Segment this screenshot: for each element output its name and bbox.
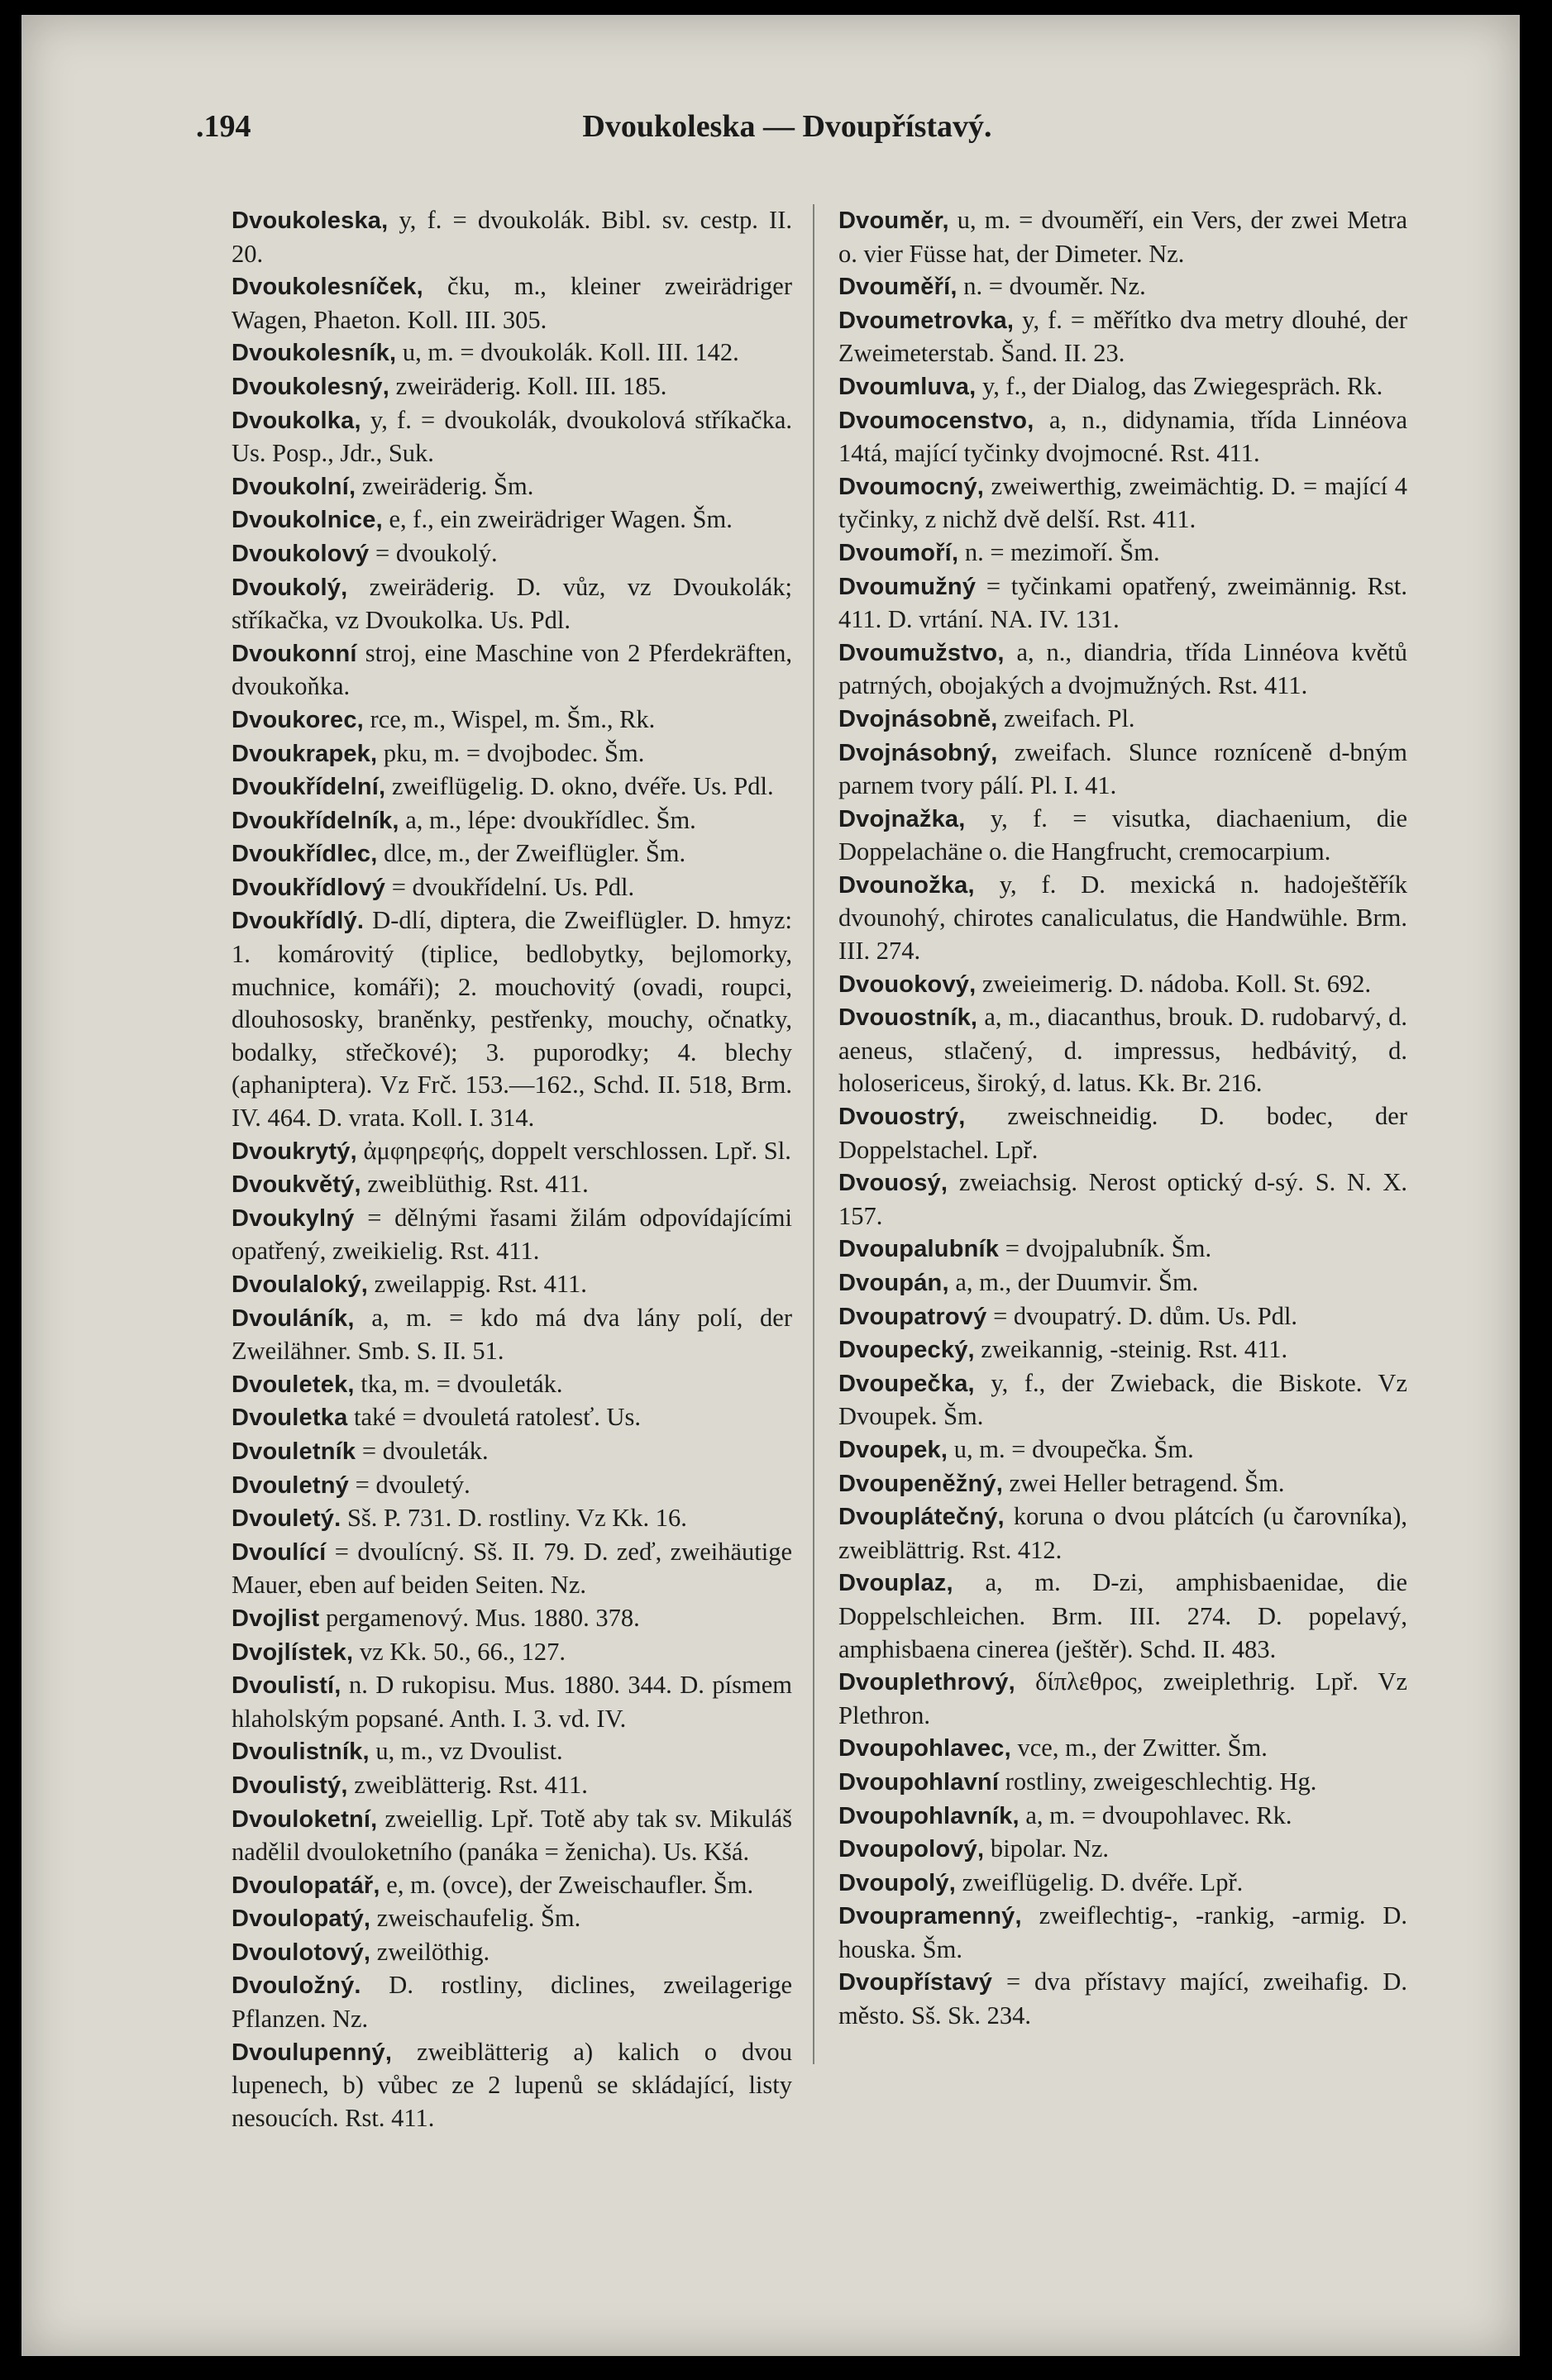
entry-definition: zweiblätterig a) kalich o dvou lupenech, b) vůbec ze 2 lupenů se skládající, listy nesoucích. Rst. 411. [232, 2037, 792, 2132]
entry-definition: = tyčinkami opatřený, zweimännig. Rst. 411. D. vrtání. NA. IV. 131. [838, 571, 1407, 634]
entry-headword: Dvoukolesníček, [232, 274, 423, 301]
entry-definition: zweiwerthig, zweimächtig. D. = mající 4 tyčinky, z nichž dvě delší. Rst. 411. [838, 471, 1407, 534]
entry-headword: Dvojlist [232, 1605, 320, 1632]
entry-headword: Dvoupečka, [838, 1370, 975, 1397]
entry-headword: Dvoumužný [838, 573, 977, 600]
entry-definition: n. D rukopisu. Mus. 1880. 344. D. písmem hlaholským popsané. Anth. I. 3. vd. IV. [232, 1671, 792, 1733]
entry-definition: u, m., vz Dvoulist. [369, 1737, 563, 1766]
entry-definition: čku, m., kleiner zweirädriger Wagen, Phaeton. Koll. III. 305. [232, 272, 792, 334]
running-title: Dvoukoleska — Dvoupřístavý. [582, 109, 992, 144]
dictionary-entry [838, 1266, 1407, 1300]
entry-definition: a, n., didynamia, třída Linnéova 14tá, mající tyčinky dvojmocné. Rst. 411. [838, 405, 1407, 468]
dictionary-entry [838, 1500, 1407, 1567]
entry-definition: δίπλεθρος, zweiplethrig. Lpř. Vz Plethron. [838, 1667, 1407, 1729]
dictionary-entry [232, 1135, 792, 1169]
entry-headword: Dvoupolový, [838, 1836, 985, 1863]
entry-definition: zweilappig. Rst. 411. [367, 1270, 587, 1298]
entry-headword: Dvouměr, [838, 207, 949, 234]
entry-headword: Dvouletek, [232, 1371, 355, 1398]
entry-headword: Dvoulistý, [232, 1772, 348, 1799]
entry-headword: Dvouletka [232, 1405, 348, 1432]
dictionary-entry [232, 470, 792, 504]
dictionary-entry [232, 871, 792, 905]
entry-headword: Dvoumužstvo, [838, 639, 1005, 666]
dictionary-entry [838, 304, 1407, 370]
entry-headword: Dvoukřídlý. [232, 908, 365, 935]
dictionary-entry [232, 904, 792, 1134]
entry-definition: a, m., der Duumvir. Šm. [948, 1268, 1199, 1296]
entry-definition: zweiräderig. Koll. III. 185. [389, 371, 667, 400]
entry-headword: Dvoulistí, [232, 1672, 341, 1700]
dictionary-entry [838, 404, 1407, 470]
dictionary-entry [232, 637, 792, 704]
entry-definition: e, m. (ovce), der Zweischaufler. Šm. [380, 1870, 754, 1899]
entry-definition: zweilöthig. [370, 1937, 490, 1966]
entry-headword: Dvoupramenný, [838, 1903, 1022, 1930]
dictionary-entry [838, 1666, 1407, 1732]
dictionary-entry [232, 370, 792, 404]
entry-headword: Dvounožka, [838, 871, 975, 899]
entry-definition: zweiflechtig-, -rankig, -armig. D. houska. Šm. [838, 1901, 1407, 1963]
entry-headword: Dvoukřídlový [232, 874, 386, 901]
entry-headword: Dvouostník, [838, 1004, 978, 1032]
entry-definition: y, f., der Dialog, das Zwiegespräch. Rk. [976, 371, 1383, 400]
entry-definition: zweiellig. Lpř. Totě aby tak sv. Mikuláš nadělil dvouloketního (panáka = ženicha). Us. Kšá. [232, 1804, 792, 1867]
dictionary-entry [232, 1168, 792, 1202]
entry-headword: Dvoumluva, [838, 373, 977, 400]
right-column [838, 204, 1407, 2033]
entry-headword: Dvoupohlavní [838, 1768, 1000, 1796]
dictionary-entry [838, 1467, 1407, 1501]
entry-headword: Dvouplaz, [838, 1570, 953, 1597]
entry-definition: = dvouletý. [349, 1470, 470, 1499]
entry-definition: zweiblüthig. Rst. 411. [361, 1170, 589, 1199]
left-column [232, 204, 792, 2134]
dictionary-entry [232, 2036, 792, 2135]
dictionary-entry [232, 571, 792, 637]
dictionary-entry [838, 1433, 1407, 1467]
dictionary-entry [232, 1902, 792, 1936]
dictionary-entry [838, 1166, 1407, 1233]
entry-headword: Dvoukřídelní, [232, 774, 386, 801]
dictionary-entry [838, 1966, 1407, 2032]
dictionary-entry [838, 1233, 1407, 1266]
entry-definition: dlce, m., der Zweiflügler. Šm. [377, 839, 686, 868]
dictionary-entry [838, 570, 1407, 637]
column-divider [813, 204, 814, 2064]
dictionary-entry [232, 770, 792, 804]
entry-headword: Dvouložný. [232, 1972, 361, 2000]
entry-headword: Dvoukylný [232, 1204, 355, 1232]
entry-definition: = dělnými řasami žilám odpovídajícími opatřený, zweikielig. Rst. 411. [232, 1203, 792, 1266]
entry-definition: zweikannig, -steinig. Rst. 411. [974, 1335, 1288, 1364]
entry-headword: Dvoukřídlec, [232, 841, 378, 868]
entry-definition: bipolar. Nz. [984, 1834, 1109, 1863]
entry-definition: D-dlí, diptera, die Zweiflügler. D. hmyz: 1. komárovitý (tiplice, bedlobytky, bejlomorky, muchnice, komáři); 2. mouchovitý (ovadi, roupci, dlouhososky, braněnky, pestřenky, mouchy, očnatky, bodalky, střečkové); 3. puporodky; 4. blechy (aphaniptera). Vz Frč. 153.—162., Schd. II. 518, Brm. IV. 464. D. vrata. Koll. I. 314. [232, 906, 792, 1133]
entry-headword: Dvouplátečný, [838, 1504, 1005, 1531]
dictionary-entry [232, 1368, 792, 1402]
entry-headword: Dvoupán, [838, 1270, 949, 1296]
entry-definition: y, f. = dvoukolák. Bibl. sv. cestp. II. 20. [232, 206, 792, 268]
entry-definition: y, f. = dvoukolák, dvoukolová stříkačka. Us. Posp., Jdr., Suk. [232, 405, 792, 468]
dictionary-entry [232, 1202, 792, 1268]
dictionary-entry [232, 1669, 792, 1735]
dictionary-entry [232, 704, 792, 737]
entry-definition: zweiräderig. D. vůz, vz Dvoukolák; stříkačka, vz Dvoukolka. Us. Pdl. [232, 572, 792, 635]
entry-definition: zweifach. Slunce rozníceně d-bným parnem tvory pálí. Pl. I. 41. [838, 737, 1407, 800]
entry-definition: zweiräderig. Šm. [356, 471, 534, 500]
dictionary-entry [838, 204, 1407, 270]
entry-headword: Dvouloketní, [232, 1805, 378, 1833]
entry-definition: a, m. = kdo má dva lány polí, der Zweilähner. Smb. S. II. 51. [232, 1303, 792, 1366]
entry-definition: vce, m., der Zwitter. Šm. [1010, 1734, 1268, 1762]
entry-definition: zweifach. Pl. [997, 704, 1135, 732]
dictionary-entry [232, 1803, 792, 1869]
entry-headword: Dvoupohlavník, [838, 1802, 1020, 1829]
entry-headword: Dvoupřístavý [838, 1969, 993, 1996]
dictionary-entry [838, 1732, 1407, 1766]
dictionary-page [21, 15, 1520, 2356]
dictionary-entry [838, 803, 1407, 869]
dictionary-entry [232, 1401, 792, 1435]
entry-headword: Dvoukolka, [232, 407, 361, 434]
entry-definition: zwei Heller betragend. Šm. [1003, 1468, 1285, 1497]
entry-headword: Dvoumocenstvo, [838, 407, 1034, 434]
entry-definition: tka, m. = dvouleták. [354, 1369, 563, 1398]
entry-headword: Dvoupek, [838, 1436, 948, 1463]
dictionary-entry [838, 1867, 1407, 1901]
entry-headword: Dvouměří, [838, 274, 957, 301]
entry-headword: Dvoukorec, [232, 706, 364, 733]
dictionary-entry [232, 1302, 792, 1368]
entry-headword: Dvouletný [232, 1471, 349, 1499]
page-header [196, 108, 1378, 158]
dictionary-entry [838, 1833, 1407, 1867]
entry-definition: Sš. P. 731. D. rostliny. Vz Kk. 16. [341, 1504, 687, 1533]
entry-definition: zweieimerig. D. nádoba. Koll. St. 692. [976, 969, 1372, 998]
dictionary-entry [232, 1735, 792, 1769]
entry-headword: Dvouokový, [838, 971, 977, 998]
dictionary-entry [232, 270, 792, 336]
dictionary-entry [838, 869, 1407, 968]
dictionary-entry [838, 270, 1407, 304]
entry-definition: = dva přístavy mající, zweihafig. D. město. Sš. Sk. 234. [838, 1967, 1407, 2030]
entry-definition: a, m., diacanthus, brouk. D. rudobarvý, d. aeneus, stlačený, d. impressus, hedbávitý, d. holosericeus, široký, d. latus. Kk. Br. 216. [838, 1003, 1407, 1098]
entry-definition: zweiflügelig. D. dvéře. Lpř. [955, 1867, 1244, 1896]
entry-definition: = dvoulícný. Sš. II. 79. D. zeď, zweihäutige Mauer, eben auf beiden Seiten. Nz. [232, 1537, 792, 1600]
entry-definition: ἀμφηρεφής, doppelt verschlossen. Lpř. Sl. [356, 1136, 791, 1165]
entry-definition: také = dvouletá ratolesť. Us. [347, 1403, 642, 1432]
page-number: .194 [196, 109, 251, 144]
dictionary-entry [232, 1435, 792, 1469]
entry-definition: = dvojpalubník. Šm. [999, 1234, 1212, 1263]
dictionary-entry [838, 1900, 1407, 1966]
entry-definition: vz Kk. 50., 66., 127. [353, 1637, 566, 1666]
dictionary-entry [232, 1769, 792, 1803]
entry-headword: Dvoulící [232, 1538, 327, 1566]
entry-definition: a, m. = dvoupohlavec. Rk. [1019, 1801, 1292, 1829]
entry-definition: e, f., ein zweirädriger Wagen. Šm. [382, 505, 733, 534]
entry-headword: Dvoukolý, [232, 574, 348, 601]
dictionary-entry [838, 1766, 1407, 1800]
dictionary-entry [232, 1936, 792, 1970]
dictionary-entry [838, 1567, 1407, 1666]
dictionary-entry [838, 1333, 1407, 1367]
dictionary-entry [232, 1602, 792, 1636]
dictionary-entry [232, 1636, 792, 1670]
dictionary-entry [838, 470, 1407, 537]
entry-headword: Dvoulotový, [232, 1939, 371, 1966]
dictionary-entry [838, 1800, 1407, 1834]
entry-definition: rostliny, zweigeschlechtig. Hg. [999, 1767, 1317, 1796]
dictionary-entry [232, 1869, 792, 1903]
entry-headword: Dvoukolesný, [232, 373, 389, 400]
entry-headword: Dvoulopatý, [232, 1905, 371, 1933]
dictionary-entry [232, 1502, 792, 1536]
entry-definition: n. = mezimoří. Šm. [958, 537, 1160, 566]
dictionary-entry [232, 537, 792, 571]
entry-definition: stroj, eine Maschine von 2 Pferdekräften, dvoukoňka. [232, 638, 792, 701]
entry-headword: Dvoukolesník, [232, 340, 397, 367]
entry-definition: y, f. = měřítko dva metry dlouhé, der Zweimeterstab. Šand. II. 23. [838, 305, 1407, 368]
entry-headword: Dvoukolní, [232, 473, 356, 500]
entry-headword: Dvoukřídelník, [232, 807, 399, 834]
entry-definition: u, m. = dvouměří, ein Vers, der zwei Metra o. vier Füsse hat, der Dimeter. Nz. [838, 206, 1407, 268]
entry-definition: n. = dvouměr. Nz. [957, 272, 1146, 301]
entry-definition: = dvoukřídelní. Us. Pdl. [385, 872, 635, 901]
entry-headword: Dvoukonní [232, 640, 357, 667]
entry-headword: Dvoupalubník [838, 1236, 1000, 1263]
entry-headword: Dvoukrytý, [232, 1138, 357, 1165]
entry-definition: rce, m., Wispel, m. Šm., Rk. [363, 704, 656, 733]
entry-headword: Dvoulistník, [232, 1738, 370, 1766]
entry-headword: Dvojnažka, [838, 805, 966, 832]
entry-headword: Dvoukoleska, [232, 207, 389, 234]
entry-definition: zweischneidig. D. bodec, der Doppelstachel. Lpř. [838, 1102, 1407, 1164]
entry-headword: Dvouplethrový, [838, 1669, 1015, 1696]
entry-definition: a, n., diandria, třída Linnéova květů patrných, obojakých a dvojmužných. Rst. 411. [838, 637, 1407, 700]
entry-definition: u, m. = dvoukolák. Koll. III. 142. [396, 338, 739, 367]
entry-headword: Dvoulupenný, [232, 2039, 393, 2066]
dictionary-entry [232, 503, 792, 537]
entry-headword: Dvoupolý, [838, 1869, 956, 1896]
dictionary-entry [232, 1268, 792, 1302]
entry-headword: Dvoupecký, [838, 1337, 975, 1364]
entry-headword: Dvoukvětý, [232, 1171, 361, 1199]
entry-headword: Dvoulopatář, [232, 1872, 380, 1899]
entry-definition: y, f. D. mexická n. hadoještěřík dvounohý, chirotes canaliculatus, die Handwühle. Brm. III. 274. [838, 870, 1407, 966]
entry-definition: a, m., lépe: dvoukřídlec. Šm. [399, 805, 696, 834]
dictionary-entry [232, 404, 792, 470]
entry-definition: zweiachsig. Nerost optický d-sý. S. N. X. 157. [838, 1168, 1407, 1230]
entry-headword: Dvojnásobně, [838, 705, 998, 732]
dictionary-entry [838, 1001, 1407, 1100]
entry-headword: Dvoukolový [232, 540, 370, 567]
entry-headword: Dvoupohlavec, [838, 1735, 1011, 1762]
dictionary-entry [232, 737, 792, 771]
entry-definition: koruna o dvou plátcích (u čarovníka), zweiblättrig. Rst. 412. [838, 1502, 1407, 1564]
entry-definition: D. rostliny, diclines, zweilagerige Pflanzen. Nz. [232, 1971, 792, 2034]
entry-definition: pergamenový. Mus. 1880. 378. [319, 1603, 640, 1632]
dictionary-entry [838, 637, 1407, 703]
entry-definition: zweiflügelig. D. okno, dvéře. Us. Pdl. [385, 772, 774, 801]
dictionary-entry [232, 804, 792, 838]
entry-headword: Dvoupatrový [838, 1303, 987, 1330]
dictionary-entry [838, 968, 1407, 1002]
entry-headword: Dvoumetrovka, [838, 307, 1015, 334]
entry-definition: = dvoukolý. [369, 538, 498, 567]
dictionary-entry [838, 1300, 1407, 1334]
entry-definition: = dvoupatrý. D. dům. Us. Pdl. [986, 1301, 1298, 1330]
entry-definition: a, m. D-zi, amphisbaenidae, die Doppelschleichen. Brm. III. 274. D. popelavý, amphisbaena cinerea (ještěr). Schd. II. 483. [838, 1568, 1407, 1663]
dictionary-entry [838, 1100, 1407, 1166]
entry-headword: Dvoulaloký, [232, 1271, 368, 1298]
entry-definition: pku, m. = dvojbodec. Šm. [377, 738, 645, 767]
entry-headword: Dvouletník [232, 1438, 356, 1465]
entry-headword: Dvojnásobný, [838, 739, 998, 766]
entry-headword: Dvoupeněžný, [838, 1470, 1003, 1497]
entry-definition: zweiblätterig. Rst. 411. [347, 1770, 588, 1799]
dictionary-entry [232, 837, 792, 871]
entry-headword: Dvouletý. [232, 1505, 341, 1533]
dictionary-entry [838, 737, 1407, 803]
entry-headword: Dvoumoří, [838, 539, 959, 566]
entry-headword: Dvouláník, [232, 1304, 355, 1332]
entry-headword: Dvouosý, [838, 1170, 948, 1197]
dictionary-entry [232, 204, 792, 270]
entry-headword: Dvoumocný, [838, 473, 985, 500]
dictionary-entry [232, 1969, 792, 2035]
entry-definition: = dvouleták. [356, 1436, 489, 1465]
entry-definition: y, f. = visutka, diachaenium, die Doppelachäne o. die Hangfrucht, cremocarpium. [838, 804, 1407, 866]
entry-headword: Dvojlístek, [232, 1638, 354, 1666]
entry-definition: u, m. = dvoupečka. Šm. [948, 1434, 1194, 1463]
dictionary-entry [232, 336, 792, 370]
entry-definition: zweischaufelig. Šm. [370, 1904, 581, 1933]
dictionary-entry [838, 703, 1407, 737]
entry-headword: Dvoukolnice, [232, 507, 383, 534]
dictionary-entry [232, 1536, 792, 1602]
dictionary-entry [838, 1367, 1407, 1433]
entry-headword: Dvouostrý, [838, 1104, 966, 1131]
entry-definition: y, f., der Zwieback, die Biskote. Vz Dvoupek. Šm. [838, 1368, 1407, 1431]
entry-headword: Dvoukrapek, [232, 740, 378, 767]
dictionary-entry [838, 370, 1407, 404]
dictionary-entry [232, 1469, 792, 1503]
dictionary-entry [838, 537, 1407, 570]
